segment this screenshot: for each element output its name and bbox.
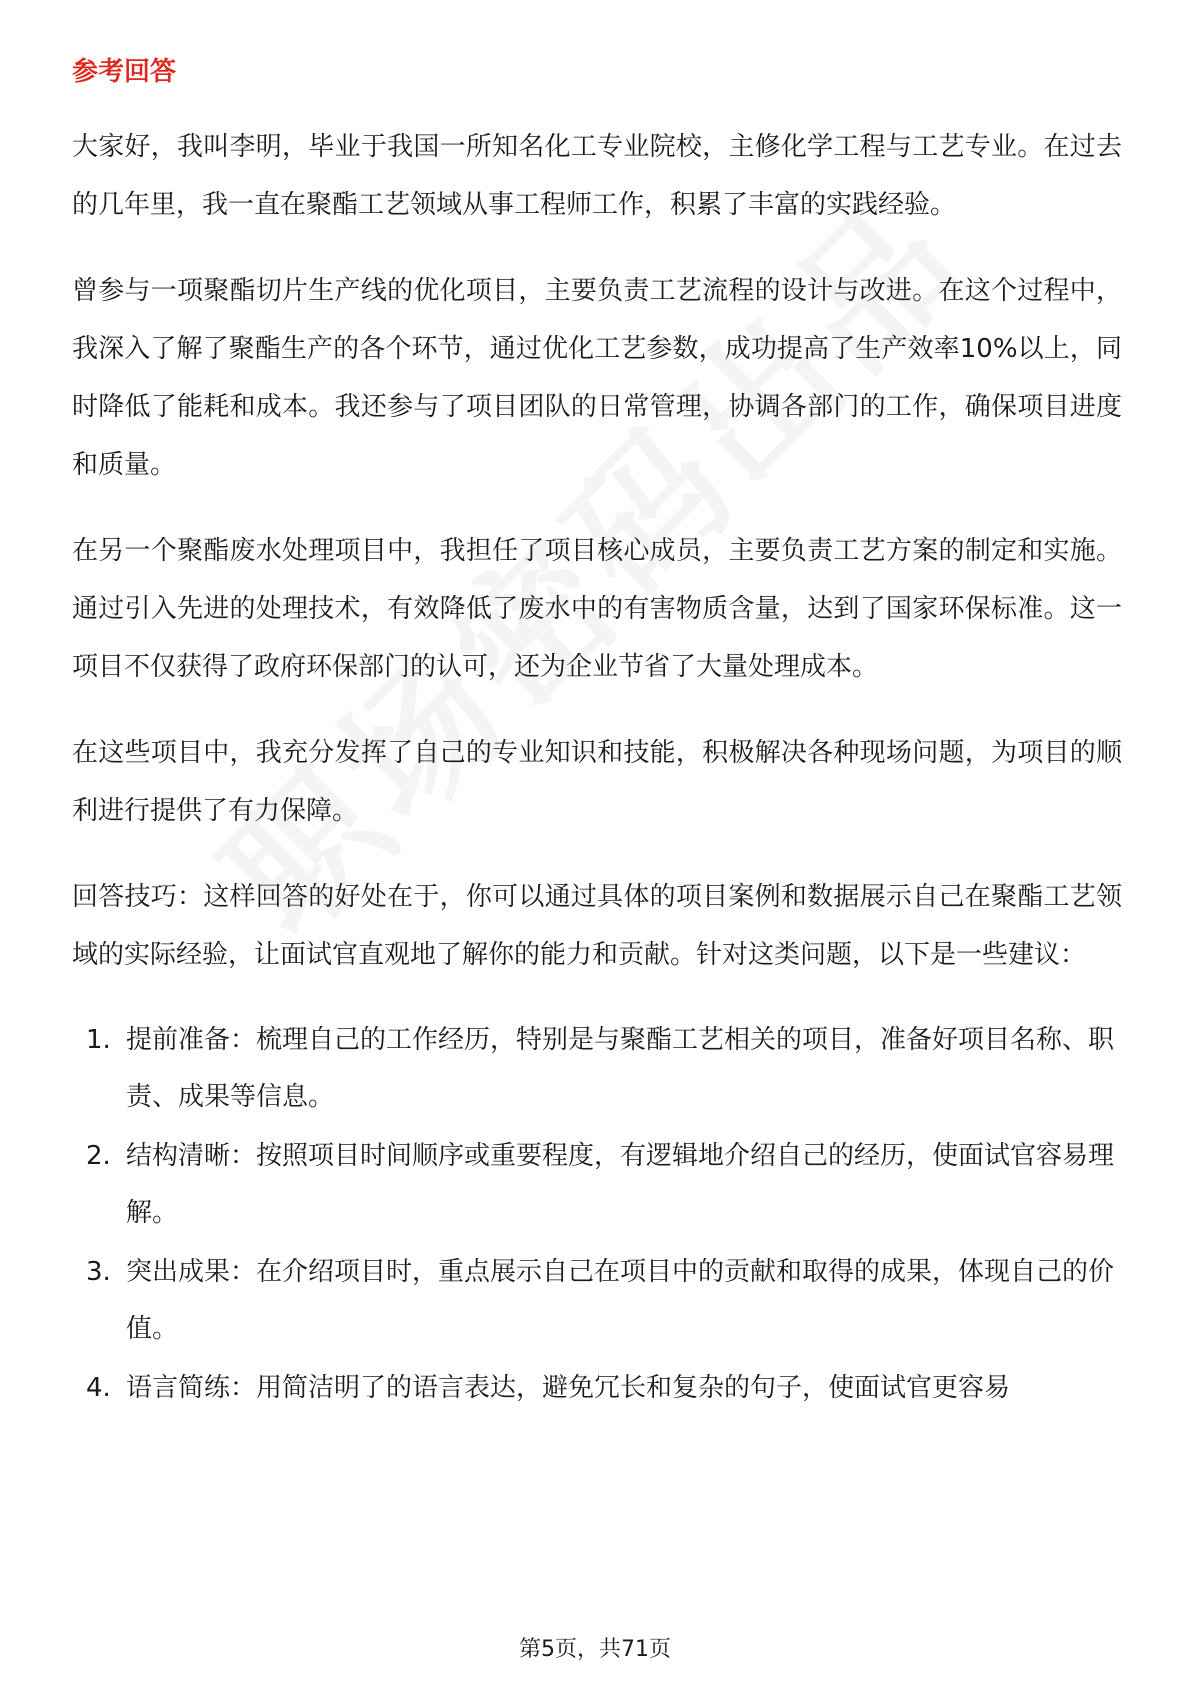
page-content <box>72 52 1122 1419</box>
tips-list <box>72 1012 1122 1417</box>
list-item-text: 语言简练：用简洁明了的语言表达，避免冗长和复杂的句子，使面试官更容易 <box>126 1373 1011 1403</box>
list-item <box>72 1360 1122 1417</box>
page-number: 第5页，共71页 <box>519 1637 671 1662</box>
list-item-number: 3. <box>86 1257 111 1287</box>
list-item-text: 突出成果：在介绍项目时，重点展示自己在项目中的贡献和取得的成果，体现自己的价值。 <box>126 1257 1115 1344</box>
list-item-number: 1. <box>86 1025 111 1055</box>
list-item <box>72 1012 1122 1126</box>
paragraph-project-1: 曾参与一项聚酯切片生产线的优化项目，主要负责工艺流程的设计与改进。在这个过程中，我深入了解了聚酯生产的各个环节，通过优化工艺参数，成功提高了生产效率10%以上，同时降低了能耗和成本。我还参与了项目团队的日常管理，协调各部门的工作，确保项目进度和质量。 <box>72 276 1122 480</box>
list-item <box>72 1128 1122 1242</box>
list-item-number: 2. <box>86 1141 111 1171</box>
list-item-text: 结构清晰：按照项目时间顺序或重要程度，有逻辑地介绍自己的经历，使面试官容易理解。 <box>126 1141 1115 1228</box>
list-item <box>72 1244 1122 1358</box>
list-item-number: 4. <box>86 1373 111 1403</box>
paragraph-summary: 在这些项目中，我充分发挥了自己的专业知识和技能，积极解决各种现场问题，为项目的顺利进行提供了有力保障。 <box>72 738 1122 826</box>
paragraph-tips-intro: 回答技巧：这样回答的好处在于，你可以通过具体的项目案例和数据展示自己在聚酯工艺领域的实际经验，让面试官直观地了解你的能力和贡献。针对这类问题，以下是一些建议： <box>72 882 1122 970</box>
paragraph-intro: 大家好，我叫李明，毕业于我国一所知名化工专业院校，主修化学工程与工艺专业。在过去的几年里，我一直在聚酯工艺领域从事工程师工作，积累了丰富的实践经验。 <box>72 132 1122 220</box>
list-item-text: 提前准备：梳理自己的工作经历，特别是与聚酯工艺相关的项目，准备好项目名称、职责、成果等信息。 <box>126 1025 1115 1112</box>
section-heading: 参考回答 <box>72 57 177 87</box>
paragraph-project-2: 在另一个聚酯废水处理项目中，我担任了项目核心成员，主要负责工艺方案的制定和实施。通过引入先进的处理技术，有效降低了废水中的有害物质含量，达到了国家环保标准。这一项目不仅获得了政府环保部门的认可，还为企业节省了大量处理成本。 <box>72 536 1122 682</box>
